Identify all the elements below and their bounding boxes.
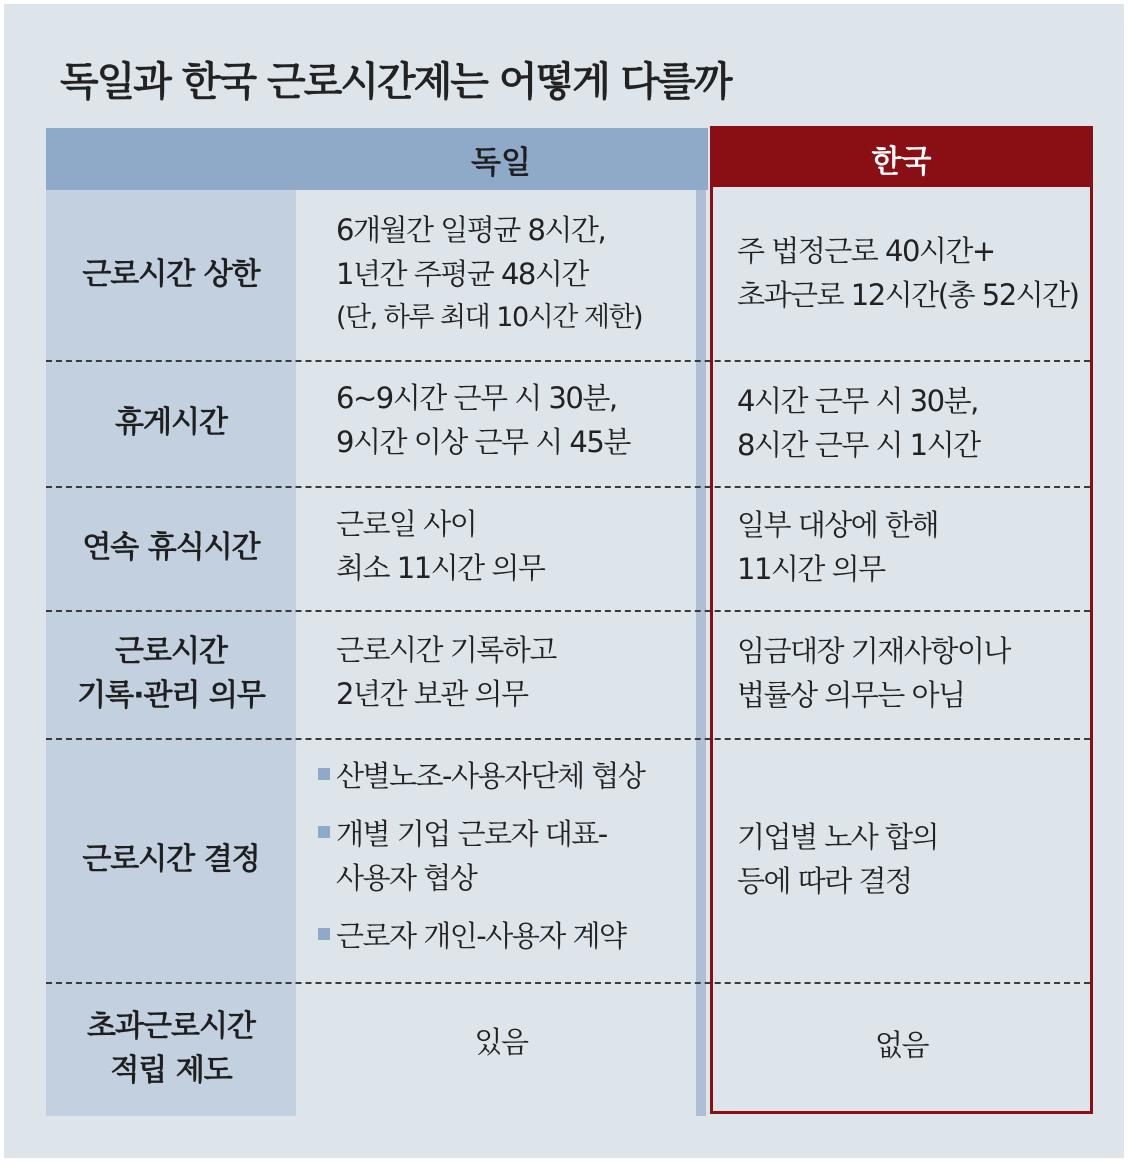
germany-cell-record-duty (336, 628, 556, 716)
row-label-rest-period (46, 486, 296, 610)
cell-line: 1년간 주평균 48시간 (336, 257, 588, 291)
column-shadow (696, 128, 706, 1116)
row-divider (46, 982, 1090, 984)
cell-line: 11시간 의무 (737, 552, 885, 586)
comparison-table (46, 128, 1090, 1118)
row-label-overtime-bank (46, 982, 296, 1116)
header-korea: 한국 (713, 129, 1090, 187)
bullet-square-icon (318, 826, 330, 838)
bullet-text: 사용자 협상 (336, 861, 477, 895)
bullet-text: 산별노조-사용자단체 협상 (336, 759, 645, 793)
cell-line: 주 법정근로 40시간+ (737, 234, 995, 268)
cell-line: 6개월간 일평균 8시간, (336, 213, 606, 247)
row-label-hours-decision (46, 738, 296, 982)
germany-cell-overtime-bank (296, 1020, 706, 1064)
cell-line: 없음 (874, 1028, 929, 1062)
korea-cell-rest-period (737, 503, 938, 591)
row-label-break-time (46, 360, 296, 486)
korea-cell-upper-limit (737, 229, 1079, 317)
cell-line: 8시간 근무 시 1시간 (737, 428, 980, 462)
row-divider (46, 738, 1090, 740)
row-label-text: 연속 휴식시간 (82, 530, 260, 565)
cell-line: 6~9시간 근무 시 30분, (336, 381, 617, 415)
row-label-text: 초과근로시간 (87, 1009, 255, 1044)
bullet-item (318, 754, 644, 798)
germany-cell-upper-limit (336, 208, 642, 340)
germany-cell-rest-period (336, 502, 544, 590)
bullet-square-icon (318, 928, 330, 940)
cell-line: 9시간 이상 근무 시 45분 (336, 425, 630, 459)
row-label-text: 근로시간 상한 (82, 257, 260, 292)
cell-line: 초과근로 12시간(총 52시간) (737, 278, 1079, 312)
bullet-text: 근로자 개인-사용자 계약 (336, 919, 626, 953)
bullet-item (318, 914, 644, 958)
cell-line: 근로일 사이 (336, 507, 477, 541)
korea-column (710, 126, 1093, 1114)
row-label-upper-limit (46, 190, 296, 360)
row-divider (46, 360, 1090, 362)
cell-line: 4시간 근무 시 30분, (737, 384, 978, 418)
row-label-text: 휴게시간 (115, 405, 227, 440)
korea-cell-record-duty (737, 629, 1010, 717)
germany-cell-hours-decision (318, 754, 644, 958)
korea-cell-hours-decision (737, 815, 938, 903)
cell-line: 법률상 의무는 아님 (737, 678, 965, 712)
cell-line: 2년간 보관 의무 (336, 677, 528, 711)
cell-line: 등에 따라 결정 (737, 864, 912, 898)
row-divider (46, 486, 1090, 488)
cell-line: 일부 대상에 한해 (737, 508, 939, 542)
cell-line: 있음 (474, 1025, 528, 1059)
germany-cell-break-time (336, 376, 630, 464)
cell-line: 근로시간 기록하고 (336, 633, 556, 667)
page-title: 독일과 한국 근로시간제는 어떻게 다를까 (60, 59, 731, 105)
row-label-text: 적립 제도 (110, 1053, 232, 1088)
header-germany: 독일 (471, 144, 531, 181)
bullet-square-icon (318, 768, 330, 780)
bullet-item (318, 812, 644, 856)
cell-line: (단, 하루 최대 10시간 제한) (336, 302, 643, 333)
cell-line: 임금대장 기재사항이나 (737, 634, 1010, 668)
row-label-text: 기록·관리 의무 (77, 678, 265, 713)
cell-line: 최소 11시간 의무 (336, 551, 545, 585)
row-label-text: 근로시간 (115, 634, 227, 669)
row-divider (46, 610, 1090, 612)
row-label-record-duty (46, 610, 296, 738)
bullet-text: 개별 기업 근로자 대표- (336, 817, 607, 851)
row-label-text: 근로시간 결정 (82, 842, 260, 877)
korea-cell-break-time (737, 379, 980, 467)
cell-line: 기업별 노사 합의 (737, 820, 939, 854)
korea-cell-overtime-bank (713, 1023, 1090, 1067)
